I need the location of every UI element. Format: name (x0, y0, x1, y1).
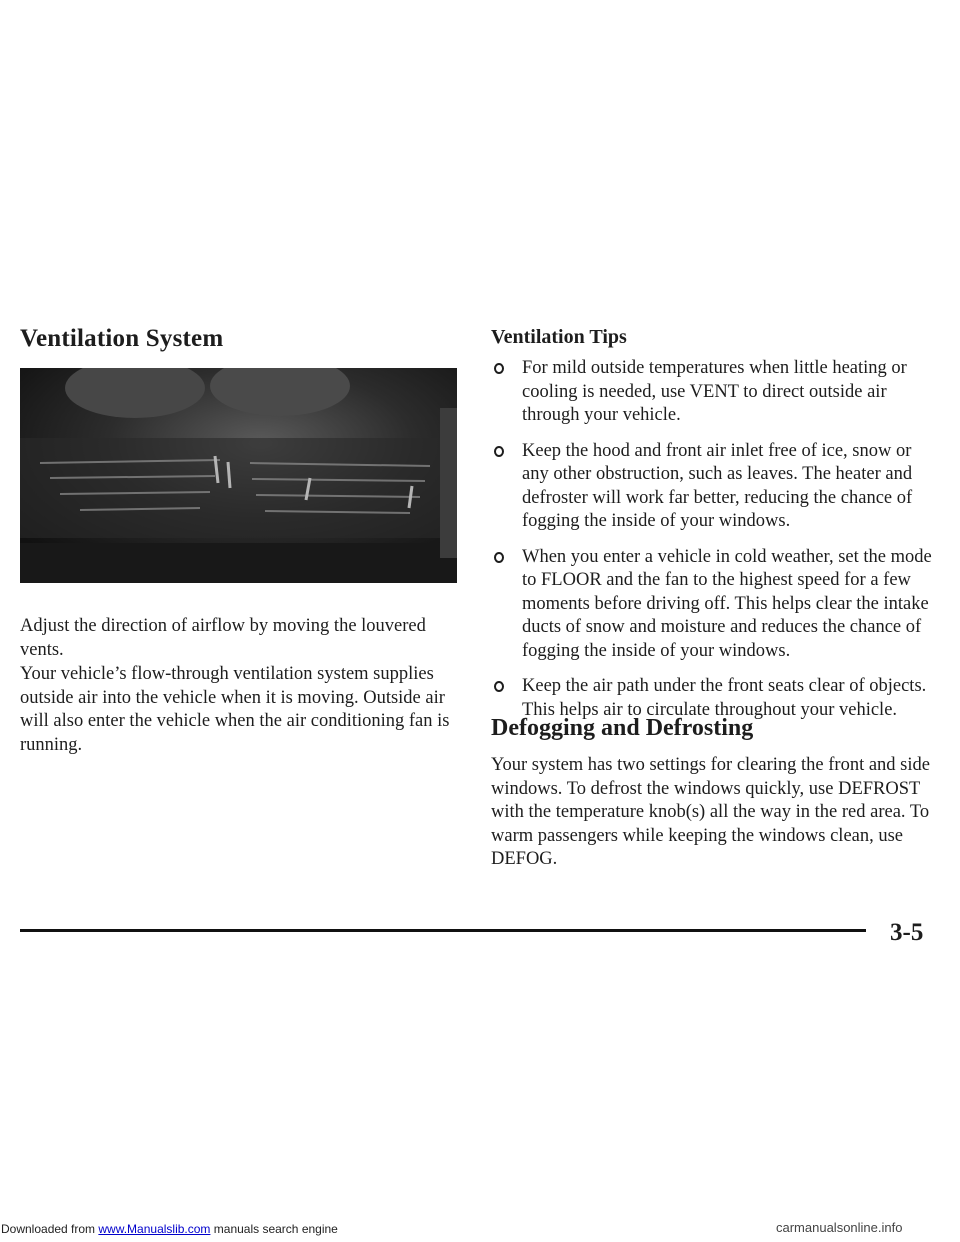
bullet-icon (494, 681, 504, 692)
defogging-defrosting-heading: Defogging and Defrosting (491, 715, 754, 741)
tip-text: For mild outside temperatures when little heating or cooling is needed, use VENT to direct outside air through your vehicle. (522, 358, 907, 425)
bullet-icon (494, 363, 504, 374)
manualslib-link[interactable]: www.Manualslib.com (98, 1222, 211, 1236)
ventilation-tips-heading: Ventilation Tips (491, 326, 627, 348)
defogging-defrosting-paragraph: Your system has two settings for clearing the front and side windows. To defrost the windows quickly, use DEFROST with the temperature knob(s) all the way in the red area. To warm passengers while keeping the windows clean, use DEFOG. (491, 755, 930, 869)
airflow-direction-paragraph: Adjust the direction of airflow by moving the louvered vents. (20, 616, 426, 660)
tip-text: Keep the hood and front air inlet free of ice, snow or any other obstruction, such as leaves. The heater and defroster will work far better, reducing the chance of fogging the inside of your windows. (522, 440, 913, 531)
footer-suffix: manuals search engine (210, 1222, 338, 1236)
tip-item (491, 440, 941, 534)
flow-through-ventilation-paragraph: Your vehicle’s flow-through ventilation system supplies outside air into the vehicle when it is moving. Outside air will also enter the vehicle when the air conditioning fan is running. (20, 664, 450, 755)
download-footer (1, 1222, 338, 1236)
louvered-vents-photo (20, 368, 457, 583)
vents-photo-graphic (20, 368, 457, 583)
tip-item (491, 357, 941, 428)
footer-rule (20, 929, 866, 932)
bullet-icon (494, 552, 504, 563)
tip-item (491, 546, 941, 664)
footer-prefix: Downloaded from (1, 1222, 99, 1236)
page-number: 3-5 (890, 919, 924, 946)
tip-text: Keep the air path under the front seats clear of objects. This helps air to circulate throughout your vehicle. (522, 676, 927, 720)
tip-text: When you enter a vehicle in cold weather, set the mode to FLOOR and the fan to the highest speed for a few moments before driving off. This helps clear the intake ducts of snow and moisture and reduces the chance of fogging the inside of your windows. (522, 546, 932, 661)
ventilation-tips-list (491, 357, 941, 734)
bullet-icon (494, 446, 504, 457)
watermark-text: carmanualsonline.info (776, 1220, 903, 1235)
section-heading-ventilation-system: Ventilation System (20, 325, 224, 352)
